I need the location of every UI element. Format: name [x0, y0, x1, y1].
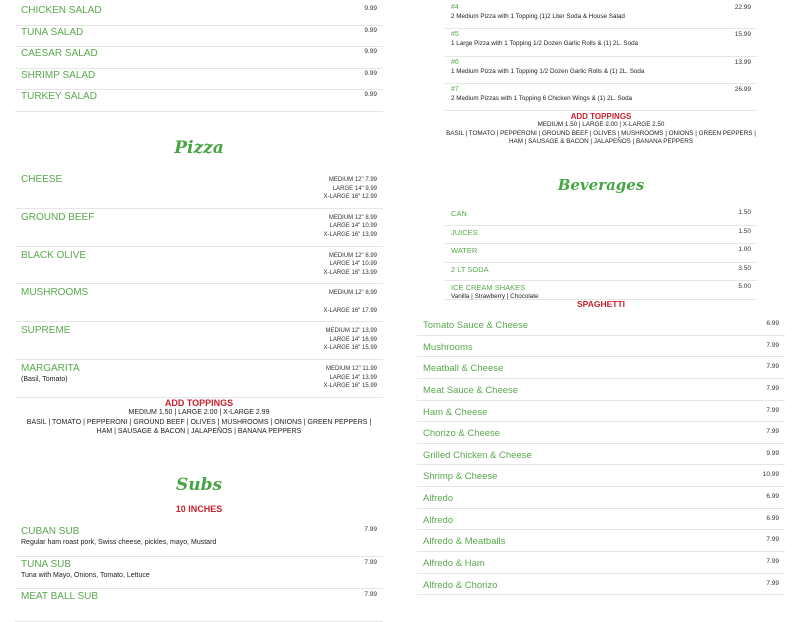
- item-description: 1 Large Pizza with 1 Topping 1/2 Dozen Garlic Rolls & (1) 2L. Soda: [451, 40, 639, 48]
- item-price: 7.99: [364, 591, 377, 598]
- item-price: 9.99: [766, 449, 779, 457]
- size-price: LARGE 14" 10.99: [329, 261, 377, 268]
- pizza-toppings: [15, 398, 383, 437]
- item-price: 7.99: [766, 363, 779, 371]
- item-name: MEAT BALL SUB: [21, 591, 99, 602]
- item-name: Alfredo & Meatballs: [423, 536, 506, 548]
- item-name: MUSHROOMS: [21, 287, 89, 299]
- size-price: MEDIUM 12" 8.99: [328, 252, 377, 259]
- item-name: GROUND BEEF: [21, 211, 95, 223]
- menu-item: [15, 557, 383, 590]
- item-name: Alfredo: [423, 493, 454, 505]
- size-price: MEDIUM 12" 13.99: [325, 328, 377, 335]
- item-name: Meatball & Cheese: [423, 363, 504, 375]
- item-price: 9.99: [364, 5, 377, 12]
- size-price: [324, 298, 378, 307]
- item-sizes: [324, 327, 378, 353]
- item-name: TUNA SUB: [21, 558, 72, 570]
- item-name: Tomato Sauce & Cheese: [423, 320, 529, 331]
- item-price: 15.99: [734, 31, 751, 39]
- item-description: Tuna with Mayo, Onions, Tomato, Lettuce: [21, 571, 150, 579]
- item-price: 6.99: [766, 514, 779, 522]
- item-sizes: [324, 176, 378, 202]
- item-price: 1.50: [738, 209, 751, 216]
- size-price: MEDIUM 12" 8.99: [328, 214, 377, 221]
- menu-item: [15, 589, 383, 622]
- specials-list: [445, 2, 757, 111]
- item-price: 13.99: [734, 58, 751, 66]
- menu-item: [445, 207, 757, 226]
- item-price: 26.99: [734, 85, 751, 93]
- salads-list: [15, 4, 383, 112]
- pizza-list: [15, 171, 383, 398]
- menu-item: [15, 90, 383, 112]
- item-name: BLACK OLIVE: [21, 249, 87, 261]
- item-price: 7.99: [766, 384, 779, 392]
- item-price: 7.99: [766, 579, 779, 587]
- item-price: 9.99: [364, 91, 377, 99]
- menu-item: [15, 524, 383, 557]
- item-price: 9.99: [364, 48, 377, 56]
- size-price: LARGE 14" 9.99: [332, 185, 377, 192]
- item-name: #5: [451, 31, 459, 39]
- menu-item: [15, 360, 383, 398]
- item-price: 6.99: [766, 320, 779, 327]
- item-name: WATER: [451, 246, 478, 256]
- item-name: SHRIMP SALAD: [21, 69, 96, 81]
- item-name: CHEESE: [21, 174, 63, 185]
- item-name: CHICKEN SALAD: [21, 5, 102, 16]
- item-sizes: [324, 214, 378, 240]
- item-name: CAN: [451, 209, 467, 218]
- menu-item: [15, 47, 383, 69]
- item-description: Vanilla | Strawberry | Chocolate: [451, 293, 539, 301]
- menu-item: [417, 336, 785, 358]
- item-name: Mushrooms: [423, 341, 473, 353]
- menu-item: [417, 314, 785, 336]
- menu-item: [417, 401, 785, 423]
- item-price: 7.99: [364, 526, 377, 533]
- item-price: 9.99: [364, 69, 377, 77]
- item-price: 9.99: [364, 26, 377, 34]
- size-price: LARGE 14" 10.99: [329, 223, 377, 230]
- menu-item: [417, 422, 785, 444]
- size-price: X-LARGE 16" 15.99: [323, 345, 377, 352]
- item-price: 5.00: [738, 283, 751, 291]
- menu-item: [15, 322, 383, 360]
- item-description: Regular ham roast pork, Swiss cheese, pickles, mayo, Mustard: [21, 539, 217, 546]
- specials-toppings: [445, 112, 757, 147]
- item-description: (Basil, Tomato): [21, 375, 68, 383]
- beverages-title: Beverages: [557, 176, 645, 194]
- menu-item: [15, 26, 383, 48]
- menu-item: [417, 509, 785, 531]
- item-sizes: [324, 252, 378, 278]
- size-price: MEDIUM 12" 7.99: [328, 177, 377, 183]
- toppings-list: BASIL | TOMATO | PEPPERONI | GROUND BEEF | OLIVES | MUSHROOMS | ONIONS | GREEN PEPPERS |: [26, 418, 372, 426]
- item-price: 3.50: [738, 264, 751, 272]
- item-price: 7.99: [766, 406, 779, 414]
- size-price: X-LARGE 16" 13.99: [323, 231, 377, 238]
- menu-item: [15, 69, 383, 91]
- item-price: 6.99: [766, 493, 779, 501]
- item-price: 10.99: [762, 471, 779, 479]
- item-name: ICE CREAM SHAKES: [451, 283, 526, 293]
- item-name: Chorizo & Cheese: [423, 428, 501, 440]
- menu-item: [445, 57, 757, 84]
- menu-item: [445, 84, 757, 111]
- menu-item: [445, 263, 757, 282]
- subs-list: [15, 524, 383, 622]
- item-description: 1 Medium Pizza with 1 Topping 1/2 Dozen Garlic Rolls & (1) 2L. Soda: [451, 67, 645, 75]
- item-name: #4: [451, 4, 459, 11]
- menu-item: [15, 247, 383, 285]
- item-price: 1.00: [738, 246, 751, 254]
- item-name: TUNA SALAD: [21, 26, 84, 38]
- menu-item: [417, 552, 785, 574]
- menu-item: [15, 4, 383, 26]
- item-name: MARGARITA: [21, 362, 80, 374]
- item-price: 7.99: [766, 341, 779, 349]
- toppings-title: ADD TOPPINGS: [164, 398, 234, 408]
- size-price: MEDIUM 12" 11.99: [325, 365, 377, 372]
- menu-item: [15, 284, 383, 322]
- beverages-list: [445, 207, 757, 300]
- item-name: Ham & Cheese: [423, 406, 488, 418]
- item-sizes: [324, 365, 378, 391]
- size-price: X-LARGE 16" 15.99: [323, 383, 377, 390]
- menu-item: [417, 487, 785, 509]
- menu-item: [417, 444, 785, 466]
- subs-subtitle: 10 INCHES: [175, 504, 223, 514]
- item-price: 7.99: [766, 558, 779, 566]
- item-name: TURKEY SALAD: [21, 91, 97, 103]
- size-price: X-LARGE 16" 12.99: [323, 194, 377, 201]
- item-name: Shrimp & Cheese: [423, 471, 498, 483]
- menu-item: [417, 530, 785, 552]
- menu-item: [417, 465, 785, 487]
- menu-item: [417, 357, 785, 379]
- item-sizes: [324, 289, 378, 315]
- menu-item: [417, 379, 785, 401]
- item-price: 7.99: [364, 558, 377, 566]
- toppings-list: HAM | SAUSAGE & BACON | JALAPEÑOS | BANANA PEPPERS: [508, 138, 694, 145]
- menu-item: [445, 244, 757, 263]
- size-price: MEDIUM 12" 8.99: [328, 290, 377, 297]
- menu-item: [445, 2, 757, 29]
- item-name: Alfredo: [423, 514, 454, 526]
- item-name: #6: [451, 58, 459, 66]
- menu-item: [445, 29, 757, 56]
- item-description: 2 Medium Pizzas with 1 Topping 6 Chicken Wings & (1) 2L. Soda: [451, 94, 633, 102]
- toppings-prices: MEDIUM 1.50 | LARGE 2.00 | X-LARGE 2.99: [128, 409, 270, 416]
- item-name: Meat Sauce & Cheese: [423, 384, 519, 396]
- menu-item: [15, 171, 383, 209]
- item-price: 7.99: [766, 428, 779, 436]
- spaghetti-title: SPAGHETTI: [576, 299, 625, 309]
- item-name: JUICES: [451, 227, 478, 237]
- item-name: Alfredo & Ham: [423, 558, 485, 570]
- item-price: 1.50: [738, 227, 751, 235]
- toppings-list: HAM | SAUSAGE & BACON | JALAPEÑOS | BANANA PEPPERS: [96, 428, 302, 435]
- spaghetti-list: [417, 314, 785, 595]
- item-price: 22.99: [734, 4, 751, 11]
- item-name: CUBAN SUB: [21, 526, 80, 537]
- size-price: LARGE 14" 13.99: [329, 374, 377, 381]
- toppings-title: ADD TOPPINGS: [570, 112, 632, 121]
- item-description: 2 Medium Pizza with 1 Topping (1)2 Liter Soda & House Salad: [451, 13, 625, 20]
- menu-item: [445, 281, 757, 300]
- item-name: Alfredo & Chorizo: [423, 579, 498, 591]
- size-price: X-LARGE 16" 13.99: [323, 269, 377, 276]
- toppings-prices: MEDIUM 1.50 | LARGE 2.00 | X-LARGE 2.50: [537, 121, 665, 128]
- item-name: 2 LT SODA: [451, 264, 489, 274]
- pizza-title: Pizza: [174, 138, 224, 158]
- item-name: Grilled Chicken & Cheese: [423, 449, 532, 461]
- item-name: #7: [451, 85, 459, 93]
- item-name: CAESAR SALAD: [21, 48, 98, 60]
- toppings-list: BASIL | TOMATO | PEPPERONI | GROUND BEEF | OLIVES | MUSHROOMS | ONIONS | GREEN PEPPERS |: [446, 129, 756, 137]
- subs-title: Subs: [175, 475, 223, 495]
- menu-item: [417, 574, 785, 596]
- menu-item: [15, 209, 383, 247]
- item-price: 7.99: [766, 536, 779, 544]
- item-name: SUPREME: [21, 325, 71, 337]
- size-price: LARGE 14" 16.99: [329, 336, 377, 343]
- menu-item: [445, 226, 757, 245]
- size-price: X-LARGE 16" 17.99: [323, 307, 377, 314]
